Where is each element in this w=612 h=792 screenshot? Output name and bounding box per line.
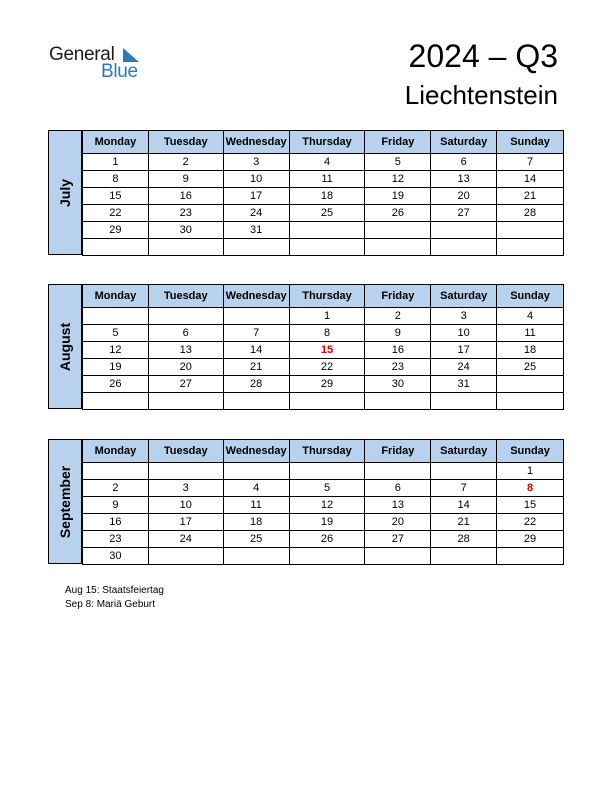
day-cell: 9 xyxy=(83,497,149,514)
day-cell: 18 xyxy=(497,342,564,359)
logo-general-text: General xyxy=(49,44,115,65)
day-cell: 9 xyxy=(365,325,431,342)
day-cell: 7 xyxy=(431,480,497,497)
week-row xyxy=(83,463,564,480)
weekday-header: Tuesday xyxy=(148,131,223,154)
weekday-header: Sunday xyxy=(497,440,564,463)
day-cell: 2 xyxy=(365,308,431,325)
day-cell: 22 xyxy=(83,205,149,222)
weekday-header: Saturday xyxy=(431,285,497,308)
empty-day-cell xyxy=(289,239,365,256)
day-cell: 3 xyxy=(148,480,223,497)
month-name: August xyxy=(57,322,73,371)
weekday-header: Monday xyxy=(83,440,149,463)
weekday-header: Wednesday xyxy=(223,131,289,154)
day-cell: 25 xyxy=(223,531,289,548)
day-cell: 23 xyxy=(148,205,223,222)
week-row xyxy=(83,205,564,222)
day-cell: 30 xyxy=(83,548,149,565)
weekday-header: Thursday xyxy=(289,440,365,463)
day-cell: 27 xyxy=(365,531,431,548)
weekday-header: Tuesday xyxy=(148,440,223,463)
weekday-header: Sunday xyxy=(497,131,564,154)
empty-day-cell xyxy=(497,222,564,239)
week-row xyxy=(83,359,564,376)
month-name: September xyxy=(57,465,73,538)
page-title: 2024 – Q3 xyxy=(408,38,558,74)
day-cell: 18 xyxy=(289,188,365,205)
empty-day-cell xyxy=(365,393,431,410)
logo xyxy=(49,44,159,84)
empty-day-cell xyxy=(148,308,223,325)
empty-day-cell xyxy=(365,463,431,480)
empty-day-cell xyxy=(431,239,497,256)
day-cell: 16 xyxy=(365,342,431,359)
weekday-header: Wednesday xyxy=(223,440,289,463)
day-cell: 15 xyxy=(289,342,365,359)
day-cell: 7 xyxy=(497,154,564,171)
day-cell: 17 xyxy=(431,342,497,359)
day-cell: 17 xyxy=(148,514,223,531)
day-cell: 11 xyxy=(497,325,564,342)
empty-day-cell xyxy=(83,239,149,256)
week-row xyxy=(83,531,564,548)
weekday-header-row xyxy=(83,285,564,308)
week-row xyxy=(83,393,564,410)
holiday-notes xyxy=(65,584,164,612)
day-cell: 30 xyxy=(148,222,223,239)
day-cell: 26 xyxy=(289,531,365,548)
day-cell: 28 xyxy=(431,531,497,548)
empty-day-cell xyxy=(148,463,223,480)
empty-day-cell xyxy=(223,239,289,256)
day-cell: 14 xyxy=(431,497,497,514)
logo-blue-text: Blue xyxy=(101,61,138,82)
empty-day-cell xyxy=(497,393,564,410)
day-cell: 10 xyxy=(148,497,223,514)
empty-day-cell xyxy=(365,239,431,256)
day-cell: 2 xyxy=(148,154,223,171)
day-cell: 1 xyxy=(289,308,365,325)
week-row xyxy=(83,497,564,514)
day-cell: 7 xyxy=(223,325,289,342)
day-cell: 10 xyxy=(223,171,289,188)
week-row xyxy=(83,480,564,497)
week-row xyxy=(83,325,564,342)
weekday-header-row xyxy=(83,440,564,463)
empty-day-cell xyxy=(289,463,365,480)
calendar-table xyxy=(82,130,564,256)
day-cell: 8 xyxy=(83,171,149,188)
day-cell: 11 xyxy=(223,497,289,514)
empty-day-cell xyxy=(83,463,149,480)
day-cell: 3 xyxy=(223,154,289,171)
week-row xyxy=(83,239,564,256)
day-cell: 16 xyxy=(83,514,149,531)
week-row xyxy=(83,188,564,205)
day-cell: 18 xyxy=(223,514,289,531)
day-cell: 21 xyxy=(431,514,497,531)
week-row xyxy=(83,376,564,393)
month-name: July xyxy=(57,178,73,207)
day-cell: 31 xyxy=(431,376,497,393)
day-cell: 12 xyxy=(83,342,149,359)
day-cell: 27 xyxy=(431,205,497,222)
day-cell: 22 xyxy=(289,359,365,376)
day-cell: 11 xyxy=(289,171,365,188)
day-cell: 14 xyxy=(223,342,289,359)
weekday-header: Monday xyxy=(83,285,149,308)
day-cell: 6 xyxy=(431,154,497,171)
day-cell: 24 xyxy=(223,205,289,222)
day-cell: 21 xyxy=(223,359,289,376)
day-cell: 19 xyxy=(83,359,149,376)
empty-day-cell xyxy=(497,548,564,565)
day-cell: 26 xyxy=(83,376,149,393)
holiday-note: Aug 15: Staatsfeiertag xyxy=(65,585,164,596)
day-cell: 8 xyxy=(289,325,365,342)
week-row xyxy=(83,548,564,565)
day-cell: 1 xyxy=(83,154,149,171)
day-cell: 10 xyxy=(431,325,497,342)
day-cell: 15 xyxy=(83,188,149,205)
day-cell: 20 xyxy=(431,188,497,205)
day-cell: 19 xyxy=(289,514,365,531)
day-cell: 26 xyxy=(365,205,431,222)
day-cell: 21 xyxy=(497,188,564,205)
empty-day-cell xyxy=(365,548,431,565)
day-cell: 20 xyxy=(365,514,431,531)
weekday-header: Thursday xyxy=(289,131,365,154)
empty-day-cell xyxy=(289,393,365,410)
empty-day-cell xyxy=(148,548,223,565)
week-row xyxy=(83,171,564,188)
month-label xyxy=(48,439,82,564)
empty-day-cell xyxy=(223,308,289,325)
day-cell: 13 xyxy=(365,497,431,514)
empty-day-cell xyxy=(289,548,365,565)
day-cell: 13 xyxy=(431,171,497,188)
weekday-header-row xyxy=(83,131,564,154)
weekday-header: Sunday xyxy=(497,285,564,308)
day-cell: 9 xyxy=(148,171,223,188)
week-row xyxy=(83,308,564,325)
empty-day-cell xyxy=(83,308,149,325)
empty-day-cell xyxy=(431,393,497,410)
day-cell: 19 xyxy=(365,188,431,205)
weekday-header: Tuesday xyxy=(148,285,223,308)
day-cell: 29 xyxy=(289,376,365,393)
empty-day-cell xyxy=(431,463,497,480)
holiday-note: Sep 8: Mariä Geburt xyxy=(65,599,156,610)
day-cell: 4 xyxy=(289,154,365,171)
day-cell: 16 xyxy=(148,188,223,205)
day-cell: 28 xyxy=(223,376,289,393)
day-cell: 2 xyxy=(83,480,149,497)
month-label xyxy=(48,284,82,409)
day-cell: 23 xyxy=(83,531,149,548)
day-cell: 13 xyxy=(148,342,223,359)
day-cell: 29 xyxy=(497,531,564,548)
empty-day-cell xyxy=(83,393,149,410)
day-cell: 17 xyxy=(223,188,289,205)
country-name: Liechtenstein xyxy=(404,80,558,110)
day-cell: 4 xyxy=(223,480,289,497)
day-cell: 5 xyxy=(83,325,149,342)
day-cell: 24 xyxy=(431,359,497,376)
day-cell: 28 xyxy=(497,205,564,222)
week-row xyxy=(83,342,564,359)
day-cell: 6 xyxy=(148,325,223,342)
empty-day-cell xyxy=(289,222,365,239)
weekday-header: Saturday xyxy=(431,131,497,154)
weekday-header: Monday xyxy=(83,131,149,154)
weekday-header: Saturday xyxy=(431,440,497,463)
day-cell: 20 xyxy=(148,359,223,376)
calendar-table xyxy=(82,439,564,565)
day-cell: 25 xyxy=(497,359,564,376)
day-cell: 4 xyxy=(497,308,564,325)
day-cell: 31 xyxy=(223,222,289,239)
day-cell: 5 xyxy=(289,480,365,497)
day-cell: 23 xyxy=(365,359,431,376)
day-cell: 12 xyxy=(289,497,365,514)
weekday-header: Friday xyxy=(365,131,431,154)
empty-day-cell xyxy=(223,463,289,480)
day-cell: 14 xyxy=(497,171,564,188)
day-cell: 6 xyxy=(365,480,431,497)
empty-day-cell xyxy=(223,548,289,565)
empty-day-cell xyxy=(497,376,564,393)
day-cell: 27 xyxy=(148,376,223,393)
week-row xyxy=(83,514,564,531)
day-cell: 8 xyxy=(497,480,564,497)
weekday-header: Friday xyxy=(365,285,431,308)
empty-day-cell xyxy=(431,222,497,239)
empty-day-cell xyxy=(497,239,564,256)
day-cell: 24 xyxy=(148,531,223,548)
calendar-table xyxy=(82,284,564,410)
empty-day-cell xyxy=(431,548,497,565)
empty-day-cell xyxy=(148,239,223,256)
day-cell: 22 xyxy=(497,514,564,531)
empty-day-cell xyxy=(223,393,289,410)
week-row xyxy=(83,222,564,239)
weekday-header: Friday xyxy=(365,440,431,463)
day-cell: 30 xyxy=(365,376,431,393)
day-cell: 3 xyxy=(431,308,497,325)
weekday-header: Wednesday xyxy=(223,285,289,308)
day-cell: 1 xyxy=(497,463,564,480)
week-row xyxy=(83,154,564,171)
empty-day-cell xyxy=(148,393,223,410)
month-label xyxy=(48,130,82,255)
weekday-header: Thursday xyxy=(289,285,365,308)
day-cell: 25 xyxy=(289,205,365,222)
day-cell: 15 xyxy=(497,497,564,514)
empty-day-cell xyxy=(365,222,431,239)
day-cell: 5 xyxy=(365,154,431,171)
day-cell: 29 xyxy=(83,222,149,239)
day-cell: 12 xyxy=(365,171,431,188)
